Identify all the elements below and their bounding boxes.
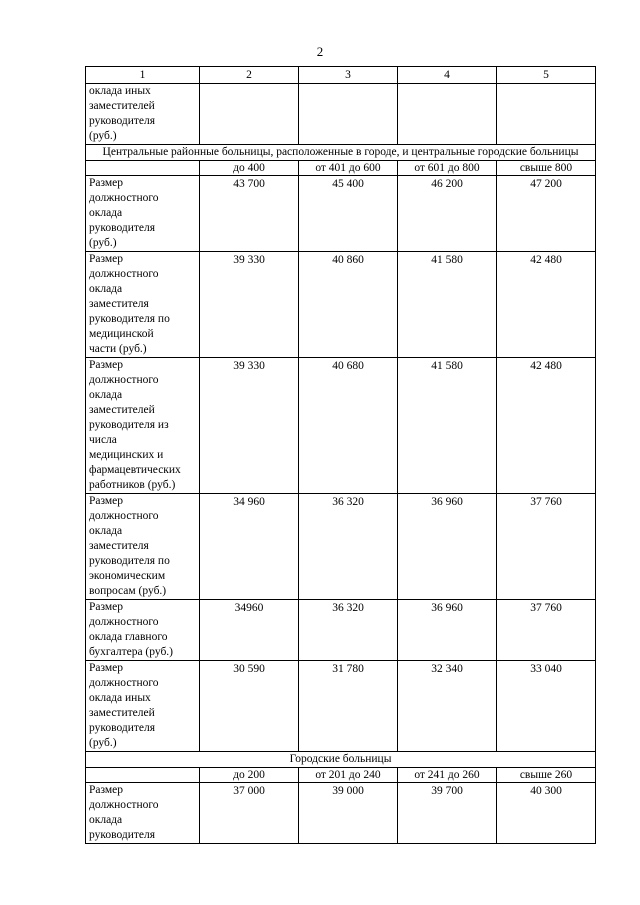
range-header: от 601 до 800 [398,161,497,176]
salary-value: 41 580 [398,358,497,494]
range-header: до 400 [200,161,299,176]
table-cell [86,161,200,176]
salary-value: 42 480 [497,252,596,358]
table-row [86,600,596,661]
salary-value: 40 860 [299,252,398,358]
section-title: Центральные районные больницы, расположенные в городе, и центральные городские больницы [86,145,596,161]
range-header: от 241 до 260 [398,768,497,783]
column-number-row [86,67,596,84]
column-number: 3 [299,67,398,84]
salary-table [85,66,596,844]
salary-value: 33 040 [497,661,596,752]
salary-value: 47 200 [497,176,596,252]
row-label: Размер должностного оклада заместителей руководителя из числа медицинских и фармацевтических работников (руб.) [86,358,200,494]
salary-value: 39 700 [398,783,497,844]
column-number: 5 [497,67,596,84]
salary-value: 32 340 [398,661,497,752]
section-title-row [86,752,596,768]
range-header: до 200 [200,768,299,783]
column-number: 1 [86,67,200,84]
column-number: 2 [200,67,299,84]
row-label: Размер должностного оклада руководителя [86,783,200,844]
table-cell [86,768,200,783]
salary-value: 37 760 [497,600,596,661]
table-row [86,358,596,494]
table-row [86,661,596,752]
salary-value: 45 400 [299,176,398,252]
range-header: от 201 до 240 [299,768,398,783]
salary-value: 34960 [200,600,299,661]
table-cell [398,84,497,145]
salary-value: 43 700 [200,176,299,252]
salary-value: 34 960 [200,494,299,600]
section-title-row [86,145,596,161]
table-row [86,252,596,358]
range-header: свыше 260 [497,768,596,783]
page-number: 2 [316,44,324,59]
salary-value: 37 760 [497,494,596,600]
salary-value: 40 680 [299,358,398,494]
salary-value: 31 780 [299,661,398,752]
row-label: Размер должностного оклада главного бухгалтера (руб.) [86,600,200,661]
salary-value: 30 590 [200,661,299,752]
row-label: Размер должностного оклада заместителя руководителя по медицинской части (руб.) [86,252,200,358]
subheader-row [86,768,596,783]
salary-value: 40 300 [497,783,596,844]
table-row [86,783,596,844]
table-row [86,176,596,252]
salary-value: 39 330 [200,252,299,358]
table-cell [299,84,398,145]
salary-value: 46 200 [398,176,497,252]
salary-value: 36 320 [299,600,398,661]
row-label: Размер должностного оклада иных заместителей руководителя (руб.) [86,661,200,752]
row-label: оклада иных заместителей руководителя (руб.) [86,84,200,145]
salary-value: 36 960 [398,600,497,661]
salary-value: 41 580 [398,252,497,358]
salary-value: 36 320 [299,494,398,600]
salary-value: 39 330 [200,358,299,494]
salary-value: 42 480 [497,358,596,494]
table-cell [497,84,596,145]
range-header: свыше 800 [497,161,596,176]
table-cell [200,84,299,145]
row-label: Размер должностного оклада заместителя руководителя по экономическим вопросам (руб.) [86,494,200,600]
salary-value: 39 000 [299,783,398,844]
section-title: Городские больницы [86,752,596,768]
salary-value: 36 960 [398,494,497,600]
table-row [86,84,596,145]
salary-value: 37 000 [200,783,299,844]
subheader-row [86,161,596,176]
range-header: от 401 до 600 [299,161,398,176]
table-row [86,494,596,600]
column-number: 4 [398,67,497,84]
row-label: Размер должностного оклада руководителя (руб.) [86,176,200,252]
